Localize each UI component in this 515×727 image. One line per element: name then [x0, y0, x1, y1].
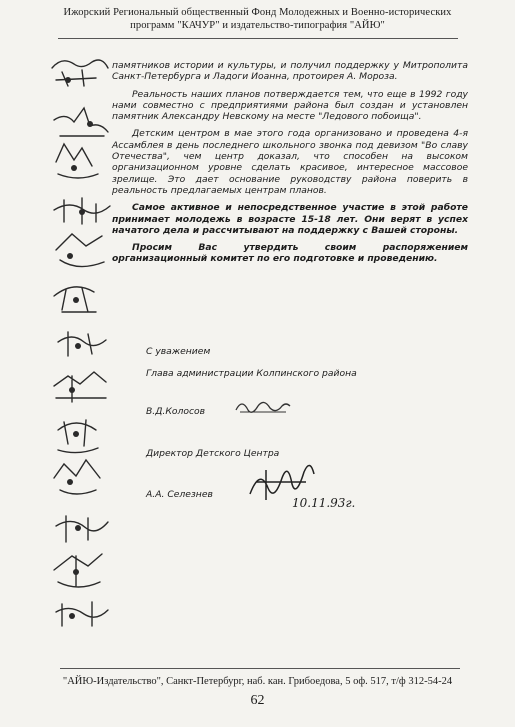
- regards-text: С уважением: [146, 346, 211, 357]
- signatory-title-1: Глава администрации Колпинского района: [146, 368, 357, 379]
- header-divider: [58, 38, 458, 39]
- signatory-title-2: Директор Детского Центра: [146, 448, 280, 459]
- page-number: 62: [250, 693, 265, 708]
- letter-body: [112, 60, 468, 271]
- paragraph-4: Самое активное и непосредственное участие в этой работе принимает молодежь в возрасте 15-18 лет. Они верят в успех начатого дела и рассчитывают на поддержку с Вашей стороны.: [112, 202, 468, 236]
- footer-publisher: "АЙЮ-Издательство", Санкт-Петербург, наб. кан. Грибоедова, 5 оф. 517, т/ф 312-54-24: [62, 676, 453, 687]
- header-line-1: Ижорский Региональный общественный Фонд Молодежных и Военно-исторических: [63, 7, 452, 18]
- paragraph-2: Реальность наших планов потверждается тем, что еще в 1992 году нами совместно с предприятиями района был создан и установлен памятник Александру Невскому на месте "Ледового побоища".: [112, 88, 468, 123]
- paragraph-1: памятников истории и культуры, и получил поддержку у Митрополита Санкт-Петербурга и Ладоги Иоанна, протоирея А. Мороза.: [112, 60, 468, 83]
- footer-divider: [60, 668, 460, 669]
- header-line-2: программ "КАЧУР" и издательство-типография "АЙЮ": [130, 20, 385, 31]
- page-header: [0, 6, 515, 32]
- signatory-name-2: А.А. Селезнев: [146, 489, 213, 500]
- paragraph-5: Просим Вас утвердить своим распоряжением организационный комитет по его подготовке и проведению.: [112, 242, 468, 265]
- signature-1: [232, 396, 294, 418]
- paragraph-3: Детским центром в мае этого года организовано и проведена 4-я Ассамблея в день последнего школьного звонка под девизом "Во славу Отечества", чем центр доказал, что способен на высоком организационном уровне сделать красивое, интересное массовое зрелище. Это дает основание руководству района поверить в реальность предлагаемых центрам планов.: [112, 128, 468, 196]
- signatory-name-1: В.Д.Колосов: [146, 406, 206, 417]
- signature-date: 10.11.93г.: [292, 496, 356, 510]
